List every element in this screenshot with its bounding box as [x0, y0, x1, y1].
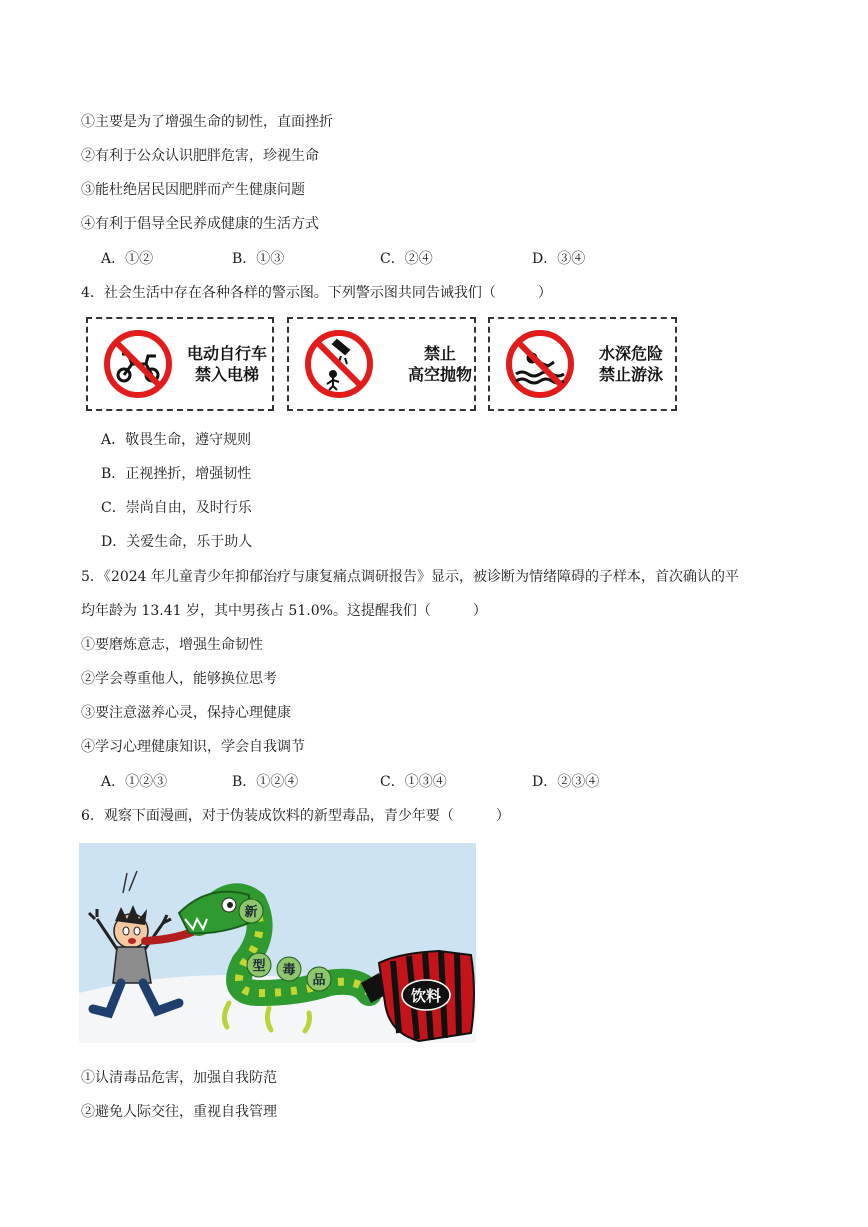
sign-throwing-line1: 禁止	[423, 344, 456, 363]
warning-sign-ebike	[86, 317, 274, 411]
sign-ebike-line2: 禁入电梯	[194, 365, 259, 384]
q5-option-c[interactable]: C．①③④	[380, 774, 447, 790]
q5-option-d[interactable]: D．②③④	[532, 774, 600, 790]
sign-ebike-line1: 电动自行车	[186, 344, 267, 363]
q3-statement-4: ④有利于倡导全民养成健康的生活方式	[81, 216, 319, 232]
snake-char-3: 毒	[282, 963, 296, 978]
warning-sign-throwing	[287, 317, 476, 411]
q6-statement-1: ①认清毒品危害，加强自我防范	[81, 1070, 277, 1086]
q4-stem: 4．社会生活中存在各种各样的警示图。下列警示图共同告诫我们（ ）	[81, 285, 552, 301]
q4-option-a[interactable]: A．敬畏生命，遵守规则	[101, 432, 252, 448]
q3-option-d[interactable]: D．③④	[532, 251, 586, 267]
sign-swimming-line1: 水深危险	[598, 344, 663, 363]
q4-option-d[interactable]: D．关爱生命，乐于助人	[101, 534, 253, 550]
sign-throwing-line2: 高空抛物	[407, 365, 472, 384]
q3-option-a[interactable]: A．①②	[101, 251, 154, 267]
q5-statement-4: ④学习心理健康知识，学会自我调节	[81, 739, 305, 755]
q3-statement-1: ①主要是为了增强生命的韧性，直面挫折	[81, 114, 333, 130]
q6-statement-2: ②避免人际交往，重视自我管理	[81, 1104, 277, 1120]
no-throwing-icon	[303, 328, 375, 400]
q3-option-c[interactable]: C．②④	[380, 251, 433, 267]
q5-statement-1: ①要磨炼意志，增强生命韧性	[81, 637, 263, 653]
q3-statement-2: ②有利于公众认识肥胖危害，珍视生命	[81, 148, 319, 164]
q5-option-a[interactable]: A．①②③	[101, 774, 168, 790]
q5-stem-line1: 5．《2024 年儿童青少年抑郁治疗与康复痛点调研报告》显示，被诊断为情绪障碍的子样本，首次确认的平	[81, 569, 739, 585]
warning-sign-swimming	[488, 317, 677, 411]
snake-char-4: 品	[312, 973, 326, 988]
q5-statement-2: ②学会尊重他人，能够换位思考	[81, 671, 277, 687]
bottle-label: 饮料	[410, 987, 442, 1005]
q5-statement-3: ③要注意滋养心灵，保持心理健康	[81, 705, 291, 721]
snake-char-1: 新	[244, 905, 258, 920]
q4-option-c[interactable]: C．崇尚自由，及时行乐	[101, 500, 252, 516]
no-swimming-icon	[504, 328, 576, 400]
sign-swimming-line2: 禁止游泳	[598, 365, 663, 384]
q3-statement-3: ③能杜绝居民因肥胖而产生健康问题	[81, 182, 305, 198]
drug-cartoon-image	[79, 843, 476, 1043]
q3-option-b[interactable]: B．①③	[232, 251, 285, 267]
no-ebike-icon	[102, 328, 174, 400]
q5-stem-line2: 均年龄为 13.41 岁，其中男孩占 51.0%。这提醒我们（ ）	[81, 603, 487, 619]
q5-option-b[interactable]: B．①②④	[232, 774, 299, 790]
q4-option-b[interactable]: B．正视挫折，增强韧性	[101, 466, 252, 482]
snake-char-2: 型	[252, 959, 266, 974]
q6-stem: 6．观察下面漫画，对于伪装成饮料的新型毒品，青少年要（ ）	[81, 808, 510, 824]
